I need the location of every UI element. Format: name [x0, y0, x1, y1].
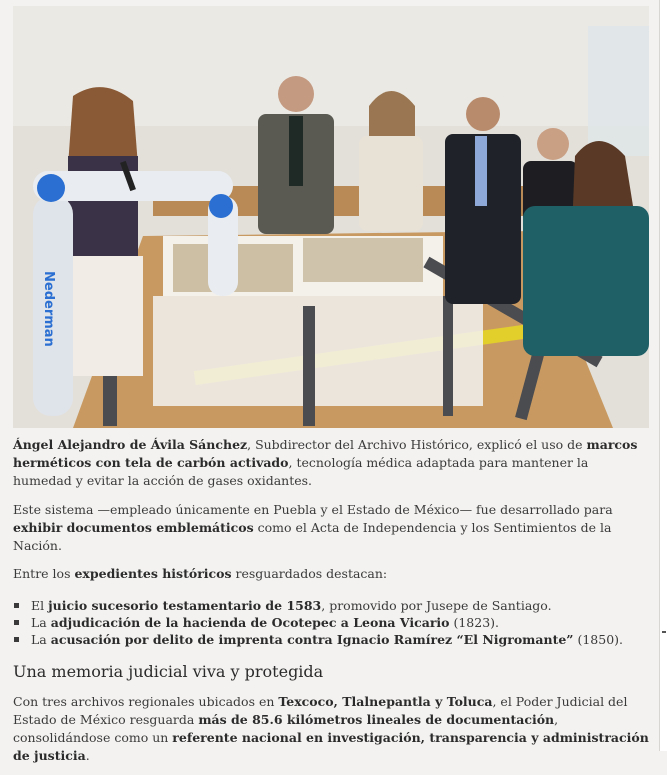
list-item-suffix: (1850). — [573, 632, 623, 647]
p1-text-2: como el Acta de Independencia y los Sentimientos de la Nación. — [13, 520, 612, 553]
p3-bold-3: referente nacional en investigación, transparencia y administración de justicia — [13, 730, 649, 763]
p3-bold-2: más de 85.6 kilómetros lineales de documentación — [198, 712, 555, 727]
caption-text-2: , tecnología médica adaptada para mantener la humedad y evitar la acción de gases oxidantes. — [13, 455, 589, 488]
article-body — [13, 6, 649, 775]
p3-bold-1: Texcoco, Tlalnepantla y Toluca — [278, 694, 493, 709]
paragraph-sistema — [13, 501, 649, 555]
caption-name: Ángel Alejandro de Ávila Sánchez — [13, 437, 248, 452]
list-item-bold: acusación por delito de imprenta contra Ignacio Ramírez “El Nigromante” — [50, 632, 574, 647]
paragraph-archivos — [13, 693, 649, 765]
caption-text-1: , Subdirector del Archivo Histórico, explicó el uso de — [247, 437, 587, 452]
nederman-label: Nederman — [41, 271, 56, 347]
list-item — [13, 614, 649, 631]
scroll-marker — [662, 631, 666, 633]
photo-caption — [13, 436, 649, 490]
list-item-prefix: El — [31, 598, 49, 613]
list-item-suffix: (1823). — [449, 615, 500, 630]
bullet-icon — [14, 603, 19, 608]
bullet-icon — [14, 620, 19, 625]
section-heading: Una memoria judicial viva y protegida — [13, 662, 324, 681]
p2-text-1: Entre los — [13, 566, 75, 581]
p1-text-1: Este sistema —empleado únicamente en Puebla y el Estado de México— fue desarrollado para — [13, 502, 613, 517]
list-item-suffix: , promovido por Jusepe de Santiago. — [321, 598, 552, 613]
p3-text-2: , el Poder Judicial del Estado de México resguarda — [13, 694, 628, 727]
caption-bold-1: marcos herméticos con tela de carbón activado — [13, 437, 638, 470]
p2-bold-1: expedientes históricos — [74, 566, 232, 581]
p3-text-3: , consolidándose como un — [13, 712, 559, 745]
p2-text-2: resguardados destacan: — [231, 566, 388, 581]
list-item — [13, 631, 649, 648]
p3-text-4: . — [85, 748, 90, 763]
expedientes-list — [13, 597, 649, 648]
photo-illustration — [13, 6, 649, 428]
list-item-bold: adjudicación de la hacienda de Ocotepec a Leona Vicario — [50, 615, 450, 630]
p3-text-1: Con tres archivos regionales ubicados en — [13, 694, 279, 709]
list-item-prefix: La — [31, 632, 51, 647]
page-scrollbar[interactable] — [659, 0, 667, 751]
bullet-icon — [14, 637, 19, 642]
p1-bold-1: exhibir documentos emblemáticos — [13, 520, 254, 535]
list-item-bold: juicio sucesorio testamentario de 1583 — [48, 598, 322, 613]
list-item — [13, 597, 649, 614]
article-photo — [13, 6, 649, 428]
list-item-prefix: La — [31, 615, 51, 630]
paragraph-expedientes — [13, 565, 649, 583]
